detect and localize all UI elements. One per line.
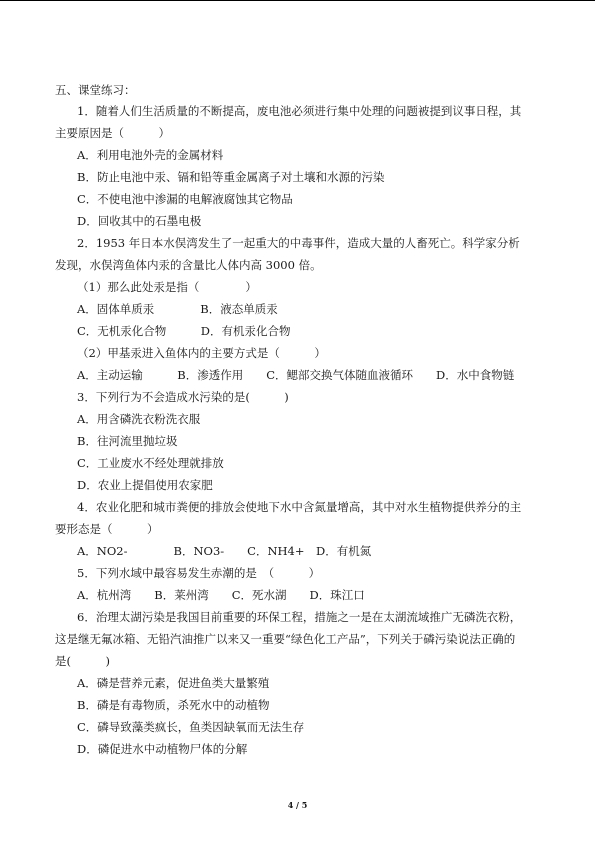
question-6-stem-line-3: 是( )	[55, 654, 110, 668]
question-2-stem-line-1: 2．1953 年日本水俣湾发生了一起重大的中毒事件，造成大量的人畜死亡。科学家分析	[77, 236, 520, 250]
question-1-option-b: B．防止电池中汞、镉和铅等重金属离子对土壤和水源的污染	[77, 170, 385, 184]
question-3-option-c: C．工业废水不经处理就排放	[77, 456, 224, 470]
question-6-option-c: C．磷导致藻类疯长，鱼类因缺氧而无法生存	[77, 720, 305, 734]
question-2-sub-2-options: A．主动运输 B．渗透作用 C．鳃部交换气体随血液循环 D．水中食物链	[77, 368, 515, 382]
question-5-options: A．杭州湾 B．莱州湾 C．死水湖 D．珠江口	[77, 588, 365, 602]
question-1-option-a: A．利用电池外壳的金属材料	[77, 148, 224, 162]
question-2-sub-2: （2）甲基汞进入鱼体内的主要方式是（ ）	[77, 346, 326, 360]
question-4-stem-line-2: 要形态是（ ）	[55, 522, 159, 536]
question-2-sub-1: （1）那么此处汞是指（ ）	[77, 280, 257, 294]
question-6-option-d: D．磷促进水中动植物尸体的分解	[77, 742, 248, 756]
question-6-stem-line-1: 6．治理太湖污染是我国目前重要的环保工程，措施之一是在太湖流域推广无磷洗衣粉，	[77, 610, 522, 624]
question-2-sub-1-options-ab: A．固体单质汞 B．液态单质汞	[77, 302, 278, 316]
question-3-stem: 3．下列行为不会造成水污染的是( )	[77, 390, 289, 404]
question-6-option-b: B．磷是有毒物质，杀死水中的动植物	[77, 698, 270, 712]
question-4-stem-line-1: 4．农业化肥和城市粪便的排放会使地下水中含氮量增高，其中对水生植物提供养分的主	[77, 500, 522, 514]
page-number: 4 / 5	[287, 800, 308, 810]
question-1-option-d: D．回收其中的石墨电极	[77, 214, 202, 228]
question-1-stem-line-2: 主要原因是（ ）	[55, 126, 170, 140]
question-1-stem-line-1: 1．随着人们生活质量的不断提高，废电池必须进行集中处理的问题被提到议事日程，其	[77, 104, 522, 118]
question-3-option-b: B．往河流里抛垃圾	[77, 434, 178, 448]
question-1-option-c: C．不使电池中渗漏的电解液腐蚀其它物品	[77, 192, 293, 206]
question-4-options: A．NO2- B．NO3- C．NH4+ D．有机氮	[77, 544, 372, 558]
question-3-option-d: D．农业上提倡使用农家肥	[77, 478, 213, 492]
question-2-stem-line-2: 发现，水俣湾鱼体内汞的含量比人体内高 3000 倍。	[55, 258, 322, 272]
question-5-stem: 5．下列水域中最容易发生赤潮的是 （ ）	[77, 566, 321, 580]
question-6-stem-line-2: 这是继无氟冰箱、无铅汽油推广以来又一重要“绿色化工产品”，下列关于磷污染说法正确的	[55, 632, 516, 646]
question-3-option-a: A．用含磷洗衣粉洗衣服	[77, 412, 201, 426]
section-title: 五、课堂练习：	[55, 83, 136, 97]
question-2-sub-1-options-cd: C．无机汞化合物 D．有机汞化合物	[77, 324, 291, 338]
question-6-option-a: A．磷是营养元素，促进鱼类大量繁殖	[77, 676, 270, 690]
